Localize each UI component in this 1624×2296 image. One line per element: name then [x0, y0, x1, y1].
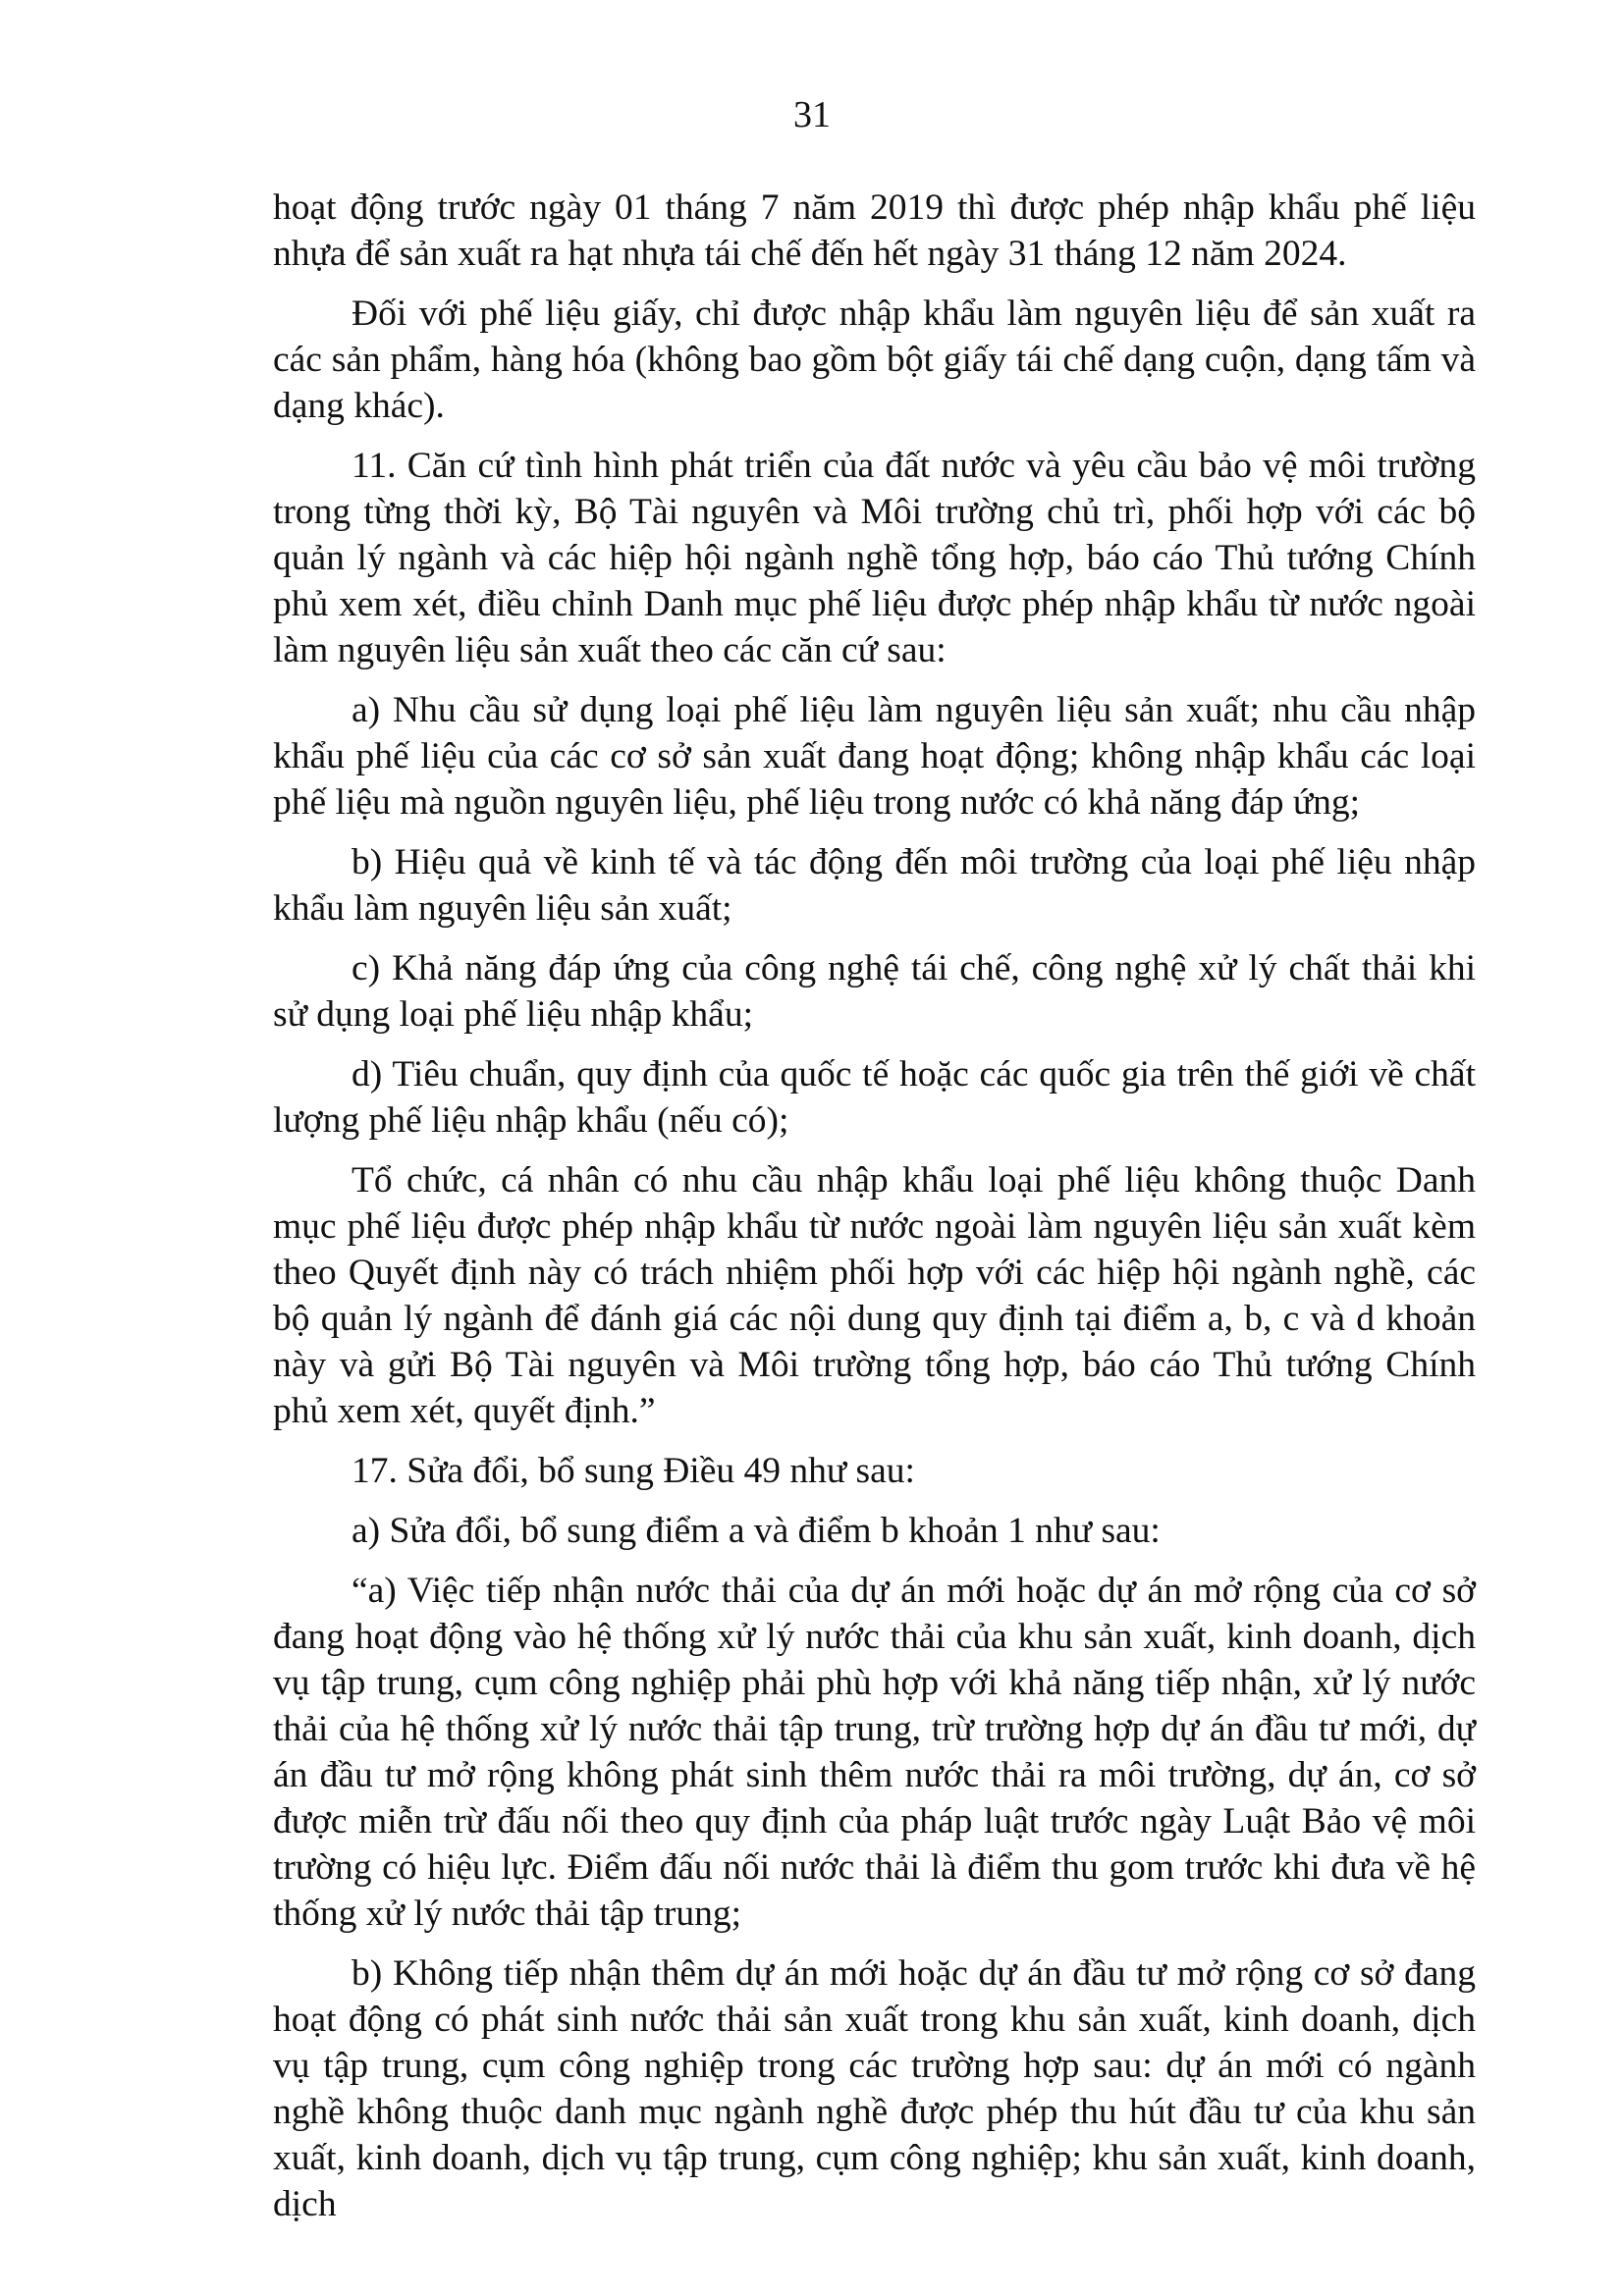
paragraph: “a) Việc tiếp nhận nước thải của dự án mới hoặc dự án mở rộng của cơ sở đang hoạt động vào hệ thống xử lý nước thải của khu sản xuất, kinh doanh, dịch vụ tập trung, cụm công nghiệp phải phù hợp với khả năng tiếp nhận, xử lý nước thải của hệ thống xử lý nước thải tập trung, trừ trường hợp dự án đầu tư mới, dự án đầu tư mở rộng không phát sinh thêm nước thải ra môi trường, dự án, cơ sở được miễn trừ đấu nối theo quy định của pháp luật trước ngày Luật Bảo vệ môi trường có hiệu lực. Điểm đấu nối nước thải là điểm thu gom trước khi đưa về hệ thống xử lý nước thải tập trung;	[273, 1571, 1476, 1934]
paragraph: 11. Căn cứ tình hình phát triển của đất nước và yêu cầu bảo vệ môi trường trong từng thời kỳ, Bộ Tài nguyên và Môi trường chủ trì, phối hợp với các bộ quản lý ngành và các hiệp hội ngành nghề tổng hợp, báo cáo Thủ tướng Chính phủ xem xét, điều chỉnh Danh mục phế liệu được phép nhập khẩu từ nước ngoài làm nguyên liệu sản xuất theo các căn cứ sau:	[273, 446, 1476, 670]
paragraph: Tổ chức, cá nhân có nhu cầu nhập khẩu loại phế liệu không thuộc Danh mục phế liệu được phép nhập khẩu từ nước ngoài làm nguyên liệu sản xuất kèm theo Quyết định này có trách nhiệm phối hợp với các hiệp hội ngành nghề, các bộ quản lý ngành để đánh giá các nội dung quy định tại điểm a, b, c và d khoản này và gửi Bộ Tài nguyên và Môi trường tổng hợp, báo cáo Thủ tướng Chính phủ xem xét, quyết định.”	[273, 1160, 1476, 1431]
paragraph: a) Sửa đổi, bổ sung điểm a và điểm b khoản 1 như sau:	[352, 1511, 1161, 1551]
document-body	[273, 185, 1476, 2241]
paragraph: d) Tiêu chuẩn, quy định của quốc tế hoặc các quốc gia trên thế giới về chất lượng phế liệu nhập khẩu (nếu có);	[273, 1054, 1476, 1141]
paragraph: hoạt động trước ngày 01 tháng 7 năm 2019 thì được phép nhập khẩu phế liệu nhựa để sản xuất ra hạt nhựa tái chế đến hết ngày 31 tháng 12 năm 2024.	[273, 187, 1476, 274]
paragraph: c) Khả năng đáp ứng của công nghệ tái chế, công nghệ xử lý chất thải khi sử dụng loại phế liệu nhập khẩu;	[273, 948, 1476, 1035]
paragraph: a) Nhu cầu sử dụng loại phế liệu làm nguyên liệu sản xuất; nhu cầu nhập khẩu phế liệu của các cơ sở sản xuất đang hoạt động; không nhập khẩu các loại phế liệu mà nguồn nguyên liệu, phế liệu trong nước có khả năng đáp ứng;	[273, 690, 1476, 823]
paragraph: b) Hiệu quả về kinh tế và tác động đến môi trường của loại phế liệu nhập khẩu làm nguyên liệu sản xuất;	[273, 842, 1476, 929]
paragraph: 17. Sửa đổi, bổ sung Điều 49 như sau:	[352, 1451, 915, 1491]
paragraph: b) Không tiếp nhận thêm dự án mới hoặc dự án đầu tư mở rộng cơ sở đang hoạt động có phát sinh nước thải sản xuất trong khu sản xuất, kinh doanh, dịch vụ tập trung, cụm công nghiệp trong các trường hợp sau: dự án mới có ngành nghề không thuộc danh mục ngành nghề được phép thu hút đầu tư của khu sản xuất, kinh doanh, dịch vụ tập trung, cụm công nghiệp; khu sản xuất, kinh doanh, dịch	[273, 1953, 1476, 2224]
paragraph: Đối với phế liệu giấy, chỉ được nhập khẩu làm nguyên liệu để sản xuất ra các sản phẩm, hàng hóa (không bao gồm bột giấy tái chế dạng cuộn, dạng tấm và dạng khác).	[273, 294, 1476, 426]
page-number: 31	[793, 94, 831, 135]
